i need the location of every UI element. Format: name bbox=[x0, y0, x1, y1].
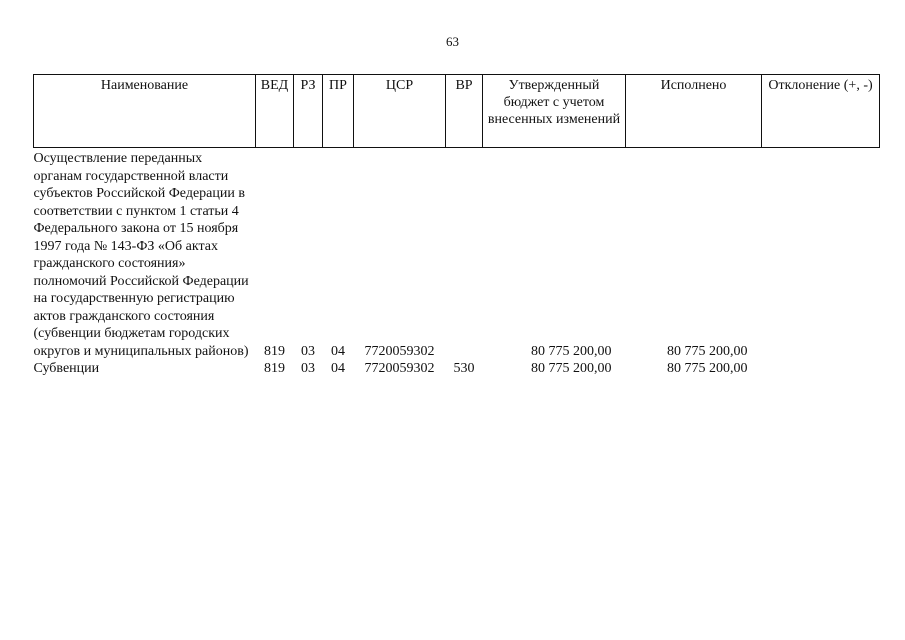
header-deviation: Отклонение (+, -) bbox=[762, 75, 880, 148]
row-vr bbox=[446, 148, 483, 361]
row-name: Субвенции bbox=[33, 361, 100, 376]
header-vr: ВР bbox=[446, 75, 483, 148]
row-deviation bbox=[762, 148, 880, 361]
row-name: Осуществление переданных органам государственной власти субъектов Российской Федерации в соответствии с пунктом 1 статьи 4 Федерального закона от 15 ноября 1997 года № 143-ФЗ «Об актах гражданского состояния» полномочий Российской Федерации на государственную регистрацию актов гражданского состояния (субвенции бюджетам городских округов и муниципальных районов) bbox=[33, 151, 249, 359]
row-approved: 80 775 200,00 bbox=[531, 343, 612, 359]
table-header-row bbox=[34, 75, 880, 148]
header-pr: ПР bbox=[323, 75, 354, 148]
row-ved: 819 bbox=[264, 343, 285, 359]
row-csr: 7720059302 bbox=[364, 361, 435, 376]
row-rz: 03 bbox=[301, 361, 315, 376]
row-approved: 80 775 200,00 bbox=[531, 361, 612, 376]
header-rz: РЗ bbox=[294, 75, 323, 148]
header-name: Наименование bbox=[34, 75, 256, 148]
header-executed: Исполнено bbox=[626, 75, 762, 148]
row-rz: 03 bbox=[301, 343, 315, 359]
row-ved: 819 bbox=[264, 361, 285, 376]
table-row bbox=[34, 148, 880, 361]
row-pr: 04 bbox=[331, 343, 345, 359]
header-ved: ВЕД bbox=[256, 75, 294, 148]
header-approved: Утвержденный бюджет с учетом внесенных изменений bbox=[483, 75, 626, 148]
table-row bbox=[34, 360, 880, 378]
header-csr: ЦСР bbox=[354, 75, 446, 148]
row-csr: 7720059302 bbox=[364, 343, 435, 359]
row-executed: 80 775 200,00 bbox=[667, 361, 748, 376]
budget-table bbox=[33, 74, 880, 378]
page-number: 63 bbox=[446, 34, 459, 49]
row-executed: 80 775 200,00 bbox=[667, 343, 748, 359]
row-vr: 530 bbox=[453, 361, 475, 376]
row-deviation bbox=[762, 360, 880, 378]
row-pr: 04 bbox=[331, 361, 345, 376]
